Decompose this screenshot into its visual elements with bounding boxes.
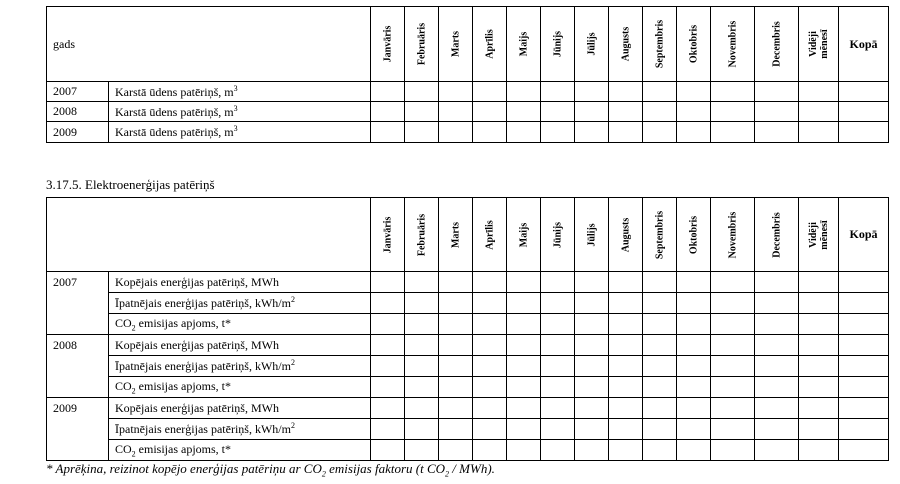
unit-superscript: 3 — [233, 124, 238, 133]
month-header — [609, 7, 643, 82]
month-label: Aprīlis — [484, 29, 495, 59]
row-label: Kopējais enerģijas patēriņš, MWh — [109, 335, 371, 356]
average-label-line1: Vidēji — [807, 221, 819, 248]
footnote-subscript: 2 — [321, 469, 326, 479]
row-label — [109, 102, 371, 122]
average-label-line1: Vidēji — [807, 31, 819, 57]
month-header — [643, 7, 677, 82]
row-label — [109, 122, 371, 143]
row-label-text: Karstā ūdens patēriņš, m — [115, 125, 234, 139]
unit-superscript: 2 — [290, 358, 295, 367]
year-cell: 2008 — [47, 335, 109, 398]
month-header — [473, 198, 507, 272]
month-label: Februāris — [416, 22, 427, 66]
month-label: Marts — [450, 30, 461, 58]
row-label — [109, 82, 371, 102]
month-label: Aprīlis — [484, 219, 495, 250]
month-header — [575, 198, 609, 272]
month-header — [473, 7, 507, 82]
month-header — [541, 7, 575, 82]
unit-superscript: 3 — [233, 83, 238, 93]
month-label: Oktobris — [688, 215, 699, 254]
row-label — [109, 419, 371, 440]
month-label: Augusts — [620, 26, 631, 62]
section-title: 3.17.5. Elektroenerģijas patēriņš — [46, 177, 215, 192]
month-label: Janvāris — [382, 25, 393, 63]
unit-superscript: 2 — [290, 421, 295, 430]
table-row — [47, 335, 889, 356]
month-header — [609, 198, 643, 272]
co2-text-rest: emisijas apjoms, t* — [135, 315, 231, 330]
table-row — [47, 419, 889, 440]
month-label: Jūlijs — [586, 222, 597, 247]
row-label — [109, 440, 371, 461]
year-cell: 2009 — [47, 122, 109, 143]
month-header — [677, 198, 711, 272]
month-header — [541, 198, 575, 272]
co2-subscript: 2 — [131, 449, 136, 459]
average-label — [808, 220, 830, 249]
year-cell: 2008 — [47, 102, 109, 122]
month-label: Oktobris — [688, 24, 699, 64]
header-row — [47, 7, 889, 82]
average-header — [799, 198, 839, 272]
co2-subscript: 2 — [131, 386, 136, 396]
average-label-line2: mēnesī — [818, 219, 830, 250]
year-cell: 2007 — [47, 272, 109, 335]
table-row — [47, 440, 889, 461]
month-header — [439, 198, 473, 272]
electricity-table — [46, 197, 889, 461]
year-cell: 2009 — [47, 398, 109, 461]
month-label: Janvāris — [382, 216, 393, 253]
month-header — [439, 7, 473, 82]
month-header — [755, 198, 799, 272]
month-label: Augusts — [620, 217, 631, 252]
row-label — [109, 314, 371, 335]
corner-cell — [47, 198, 371, 272]
footnote — [46, 461, 495, 479]
average-label-line2: mēnesī — [818, 29, 830, 59]
co2-text: CO — [115, 378, 132, 393]
row-label-text: Īpatnējais enerģijas patēriņš, kWh/m — [115, 422, 291, 436]
table-row — [47, 356, 889, 377]
month-label: Jūnijs — [552, 221, 563, 248]
month-label: Jūnijs — [552, 30, 563, 58]
row-label-text: Īpatnējais enerģijas patēriņš, kWh/m — [115, 296, 291, 310]
month-label: Novembris — [727, 211, 738, 258]
month-label: Maijs — [518, 222, 529, 247]
table-row — [47, 82, 889, 102]
corner-label: gads — [47, 7, 371, 82]
month-label: Decembris — [771, 211, 782, 258]
average-label — [808, 29, 830, 58]
header-row — [47, 198, 889, 272]
co2-text-rest: emisijas apjoms, t* — [135, 441, 231, 456]
footnote-text: * Aprēķina, reizinot kopējo enerģijas patēriņu ar CO — [46, 461, 322, 476]
co2-text-rest: emisijas apjoms, t* — [135, 378, 231, 393]
table-row — [47, 293, 889, 314]
row-label-text: Īpatnējais enerģijas patēriņš, kWh/m — [115, 359, 291, 373]
table-row — [47, 377, 889, 398]
row-label — [109, 377, 371, 398]
month-header — [643, 198, 677, 272]
co2-text: CO — [115, 315, 132, 330]
month-header — [507, 7, 541, 82]
table-row — [47, 398, 889, 419]
average-header — [799, 7, 839, 82]
month-label: Februāris — [416, 213, 427, 256]
table-row — [47, 272, 889, 293]
unit-superscript: 3 — [233, 103, 238, 113]
month-label: Jūlijs — [586, 32, 597, 56]
hot-water-table — [46, 6, 889, 143]
total-header: Kopā — [839, 7, 889, 82]
footnote-text: emisijas faktoru (t CO — [325, 461, 446, 476]
co2-text: CO — [115, 441, 132, 456]
month-label: Septembris — [654, 19, 665, 69]
month-header — [575, 7, 609, 82]
month-header — [755, 7, 799, 82]
month-header — [711, 198, 755, 272]
month-header — [405, 198, 439, 272]
row-label-text: Karstā ūdens patēriņš, m — [115, 84, 234, 99]
row-label — [109, 356, 371, 377]
year-cell: 2007 — [47, 82, 109, 102]
month-header — [371, 7, 405, 82]
row-label: Kopējais enerģijas patēriņš, MWh — [109, 398, 371, 419]
month-label: Marts — [450, 221, 461, 248]
month-label: Decembris — [771, 21, 782, 67]
total-header: Kopā — [839, 198, 889, 272]
month-label: Septembris — [654, 210, 665, 259]
table-row — [47, 122, 889, 143]
month-header — [677, 7, 711, 82]
month-label: Maijs — [518, 31, 529, 57]
co2-subscript: 2 — [131, 323, 136, 333]
footnote-subscript: 2 — [445, 469, 450, 479]
footnote-text: / MWh). — [449, 461, 495, 476]
month-header — [405, 7, 439, 82]
table-row — [47, 102, 889, 122]
row-label — [109, 293, 371, 314]
month-header — [711, 7, 755, 82]
month-header — [371, 198, 405, 272]
table-row — [47, 314, 889, 335]
month-header — [507, 198, 541, 272]
unit-superscript: 2 — [290, 295, 295, 304]
month-label: Novembris — [727, 20, 738, 68]
row-label-text: Karstā ūdens patēriņš, m — [115, 104, 234, 119]
row-label: Kopējais enerģijas patēriņš, MWh — [109, 272, 371, 293]
